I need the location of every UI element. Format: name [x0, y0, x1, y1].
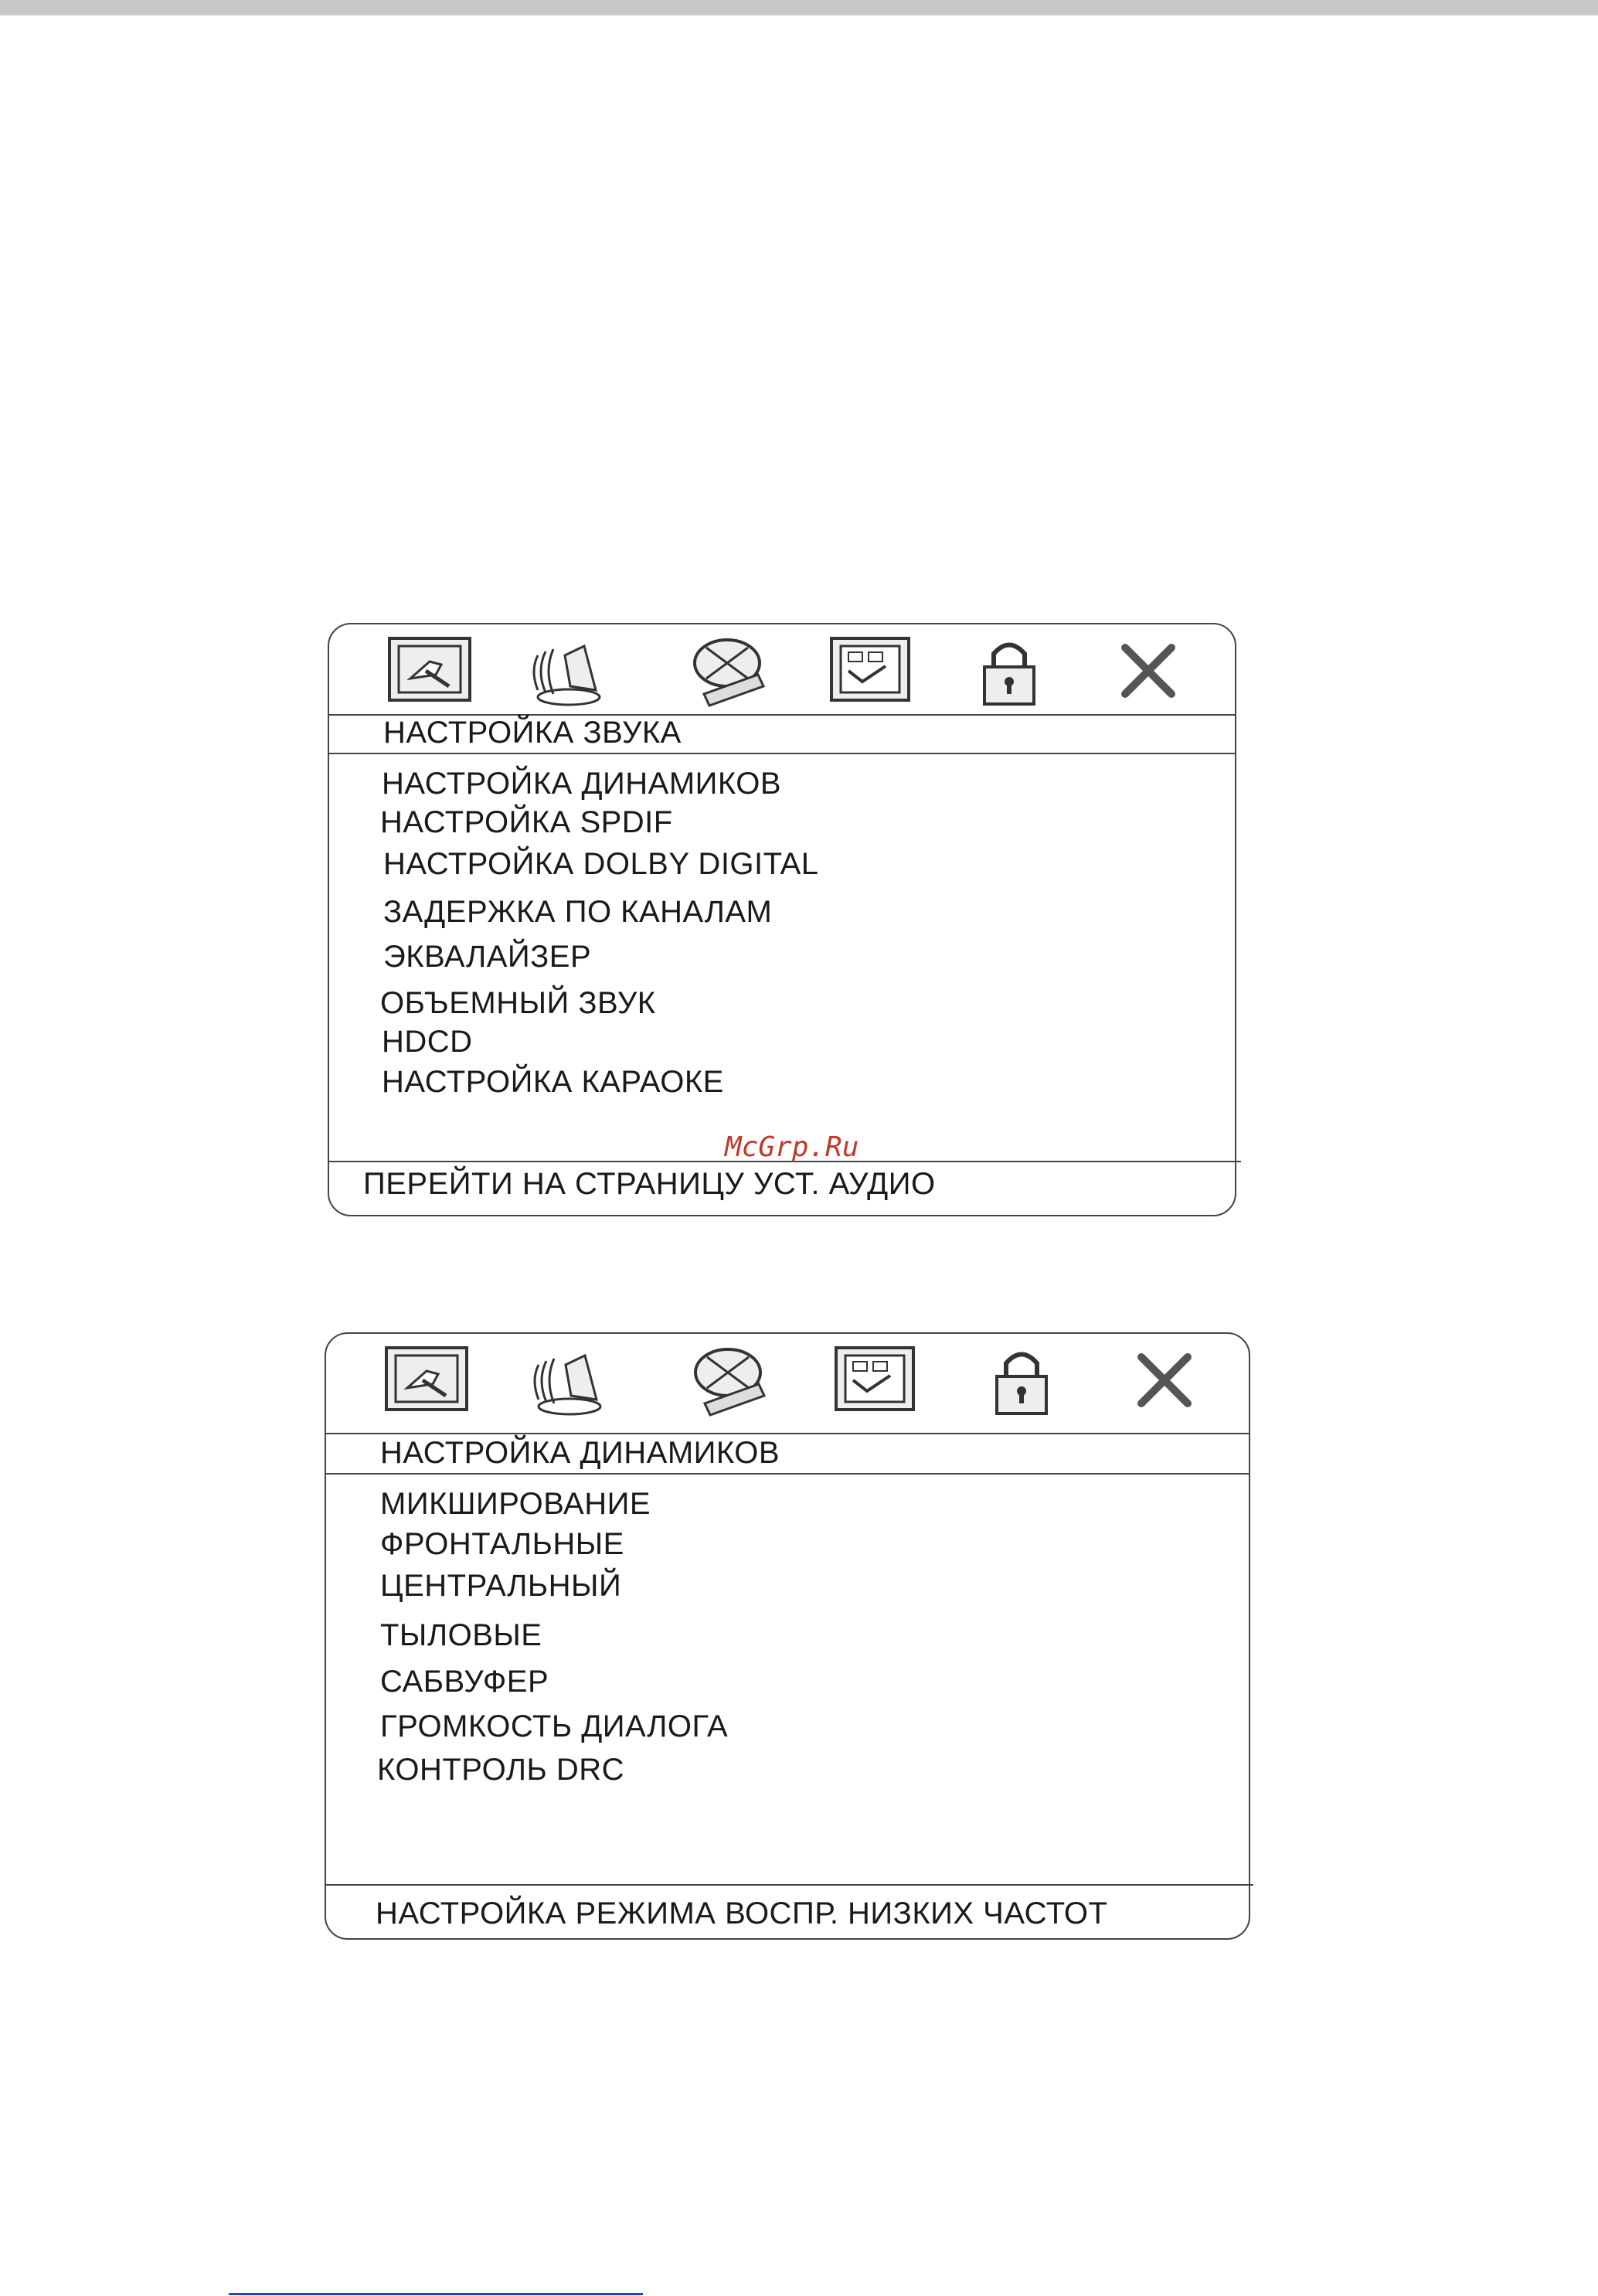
preferences-icon[interactable]	[824, 632, 916, 709]
picture-settings-icon[interactable]	[380, 1342, 473, 1419]
page-title: НАСТРОЙКА ЗВУКА	[383, 716, 682, 750]
preferences-icon[interactable]	[828, 1342, 921, 1419]
menu-item-subwoofer[interactable]: САБВУФЕР	[380, 1665, 549, 1699]
menu-item-dolby-digital-setup[interactable]: НАСТРОЙКА DOLBY DIGITAL	[383, 847, 819, 881]
close-icon[interactable]	[1118, 1342, 1211, 1419]
divider	[329, 753, 1235, 754]
divider	[326, 1473, 1249, 1475]
menu-item-hdcd[interactable]: HDCD	[382, 1025, 473, 1059]
menu-item-channel-delay[interactable]: ЗАДЕРЖКА ПО КАНАЛАМ	[383, 895, 773, 929]
speaker-icon[interactable]	[522, 632, 615, 709]
status-hint: ПЕРЕЙТИ НА СТРАНИЦУ УСТ. АУДИО	[363, 1167, 936, 1201]
menu-item-front-speakers[interactable]: ФРОНТАЛЬНЫЕ	[380, 1527, 624, 1561]
film-reel-icon[interactable]	[685, 632, 777, 709]
bottom-underline	[229, 2293, 643, 2295]
menu-icon-bar	[329, 624, 1235, 709]
audio-setup-menu	[328, 623, 1236, 1216]
menu-item-downmix[interactable]: МИКШИРОВАНИЕ	[380, 1487, 651, 1521]
menu-item-drc-control[interactable]: КОНТРОЛЬ DRC	[377, 1753, 625, 1787]
menu-item-rear-speakers[interactable]: ТЫЛОВЫЕ	[380, 1618, 542, 1652]
menu-item-speaker-setup[interactable]: НАСТРОЙКА ДИНАМИКОВ	[382, 767, 782, 801]
close-icon[interactable]	[1102, 632, 1195, 709]
speaker-icon[interactable]	[523, 1342, 616, 1419]
menu-item-karaoke-setup[interactable]: НАСТРОЙКА КАРАОКЕ	[382, 1065, 724, 1099]
menu-icon-bar	[326, 1334, 1249, 1419]
top-border-bar	[0, 0, 1598, 15]
speaker-setup-menu	[325, 1332, 1250, 1940]
menu-item-equalizer[interactable]: ЭКВАЛАЙЗЕР	[383, 940, 592, 974]
menu-item-dialog-volume[interactable]: ГРОМКОСТЬ ДИАЛОГА	[380, 1709, 729, 1743]
menu-item-center-speaker[interactable]: ЦЕНТРАЛЬНЫЙ	[380, 1569, 622, 1603]
status-hint: НАСТРОЙКА РЕЖИМА ВОСПР. НИЗКИХ ЧАСТОТ	[376, 1896, 1108, 1930]
lock-icon[interactable]	[963, 632, 1056, 709]
menu-item-spdif-setup[interactable]: НАСТРОЙКА SPDIF	[380, 805, 673, 839]
lock-icon[interactable]	[975, 1342, 1068, 1419]
menu-item-surround-sound[interactable]: ОБЪЕМНЫЙ ЗВУК	[380, 986, 656, 1020]
watermark: McGrp.Ru	[725, 1131, 859, 1163]
picture-settings-icon[interactable]	[383, 632, 476, 709]
page-title: НАСТРОЙКА ДИНАМИКОВ	[380, 1436, 780, 1470]
film-reel-icon[interactable]	[685, 1342, 778, 1419]
divider	[326, 1884, 1253, 1886]
divider	[326, 1433, 1249, 1434]
